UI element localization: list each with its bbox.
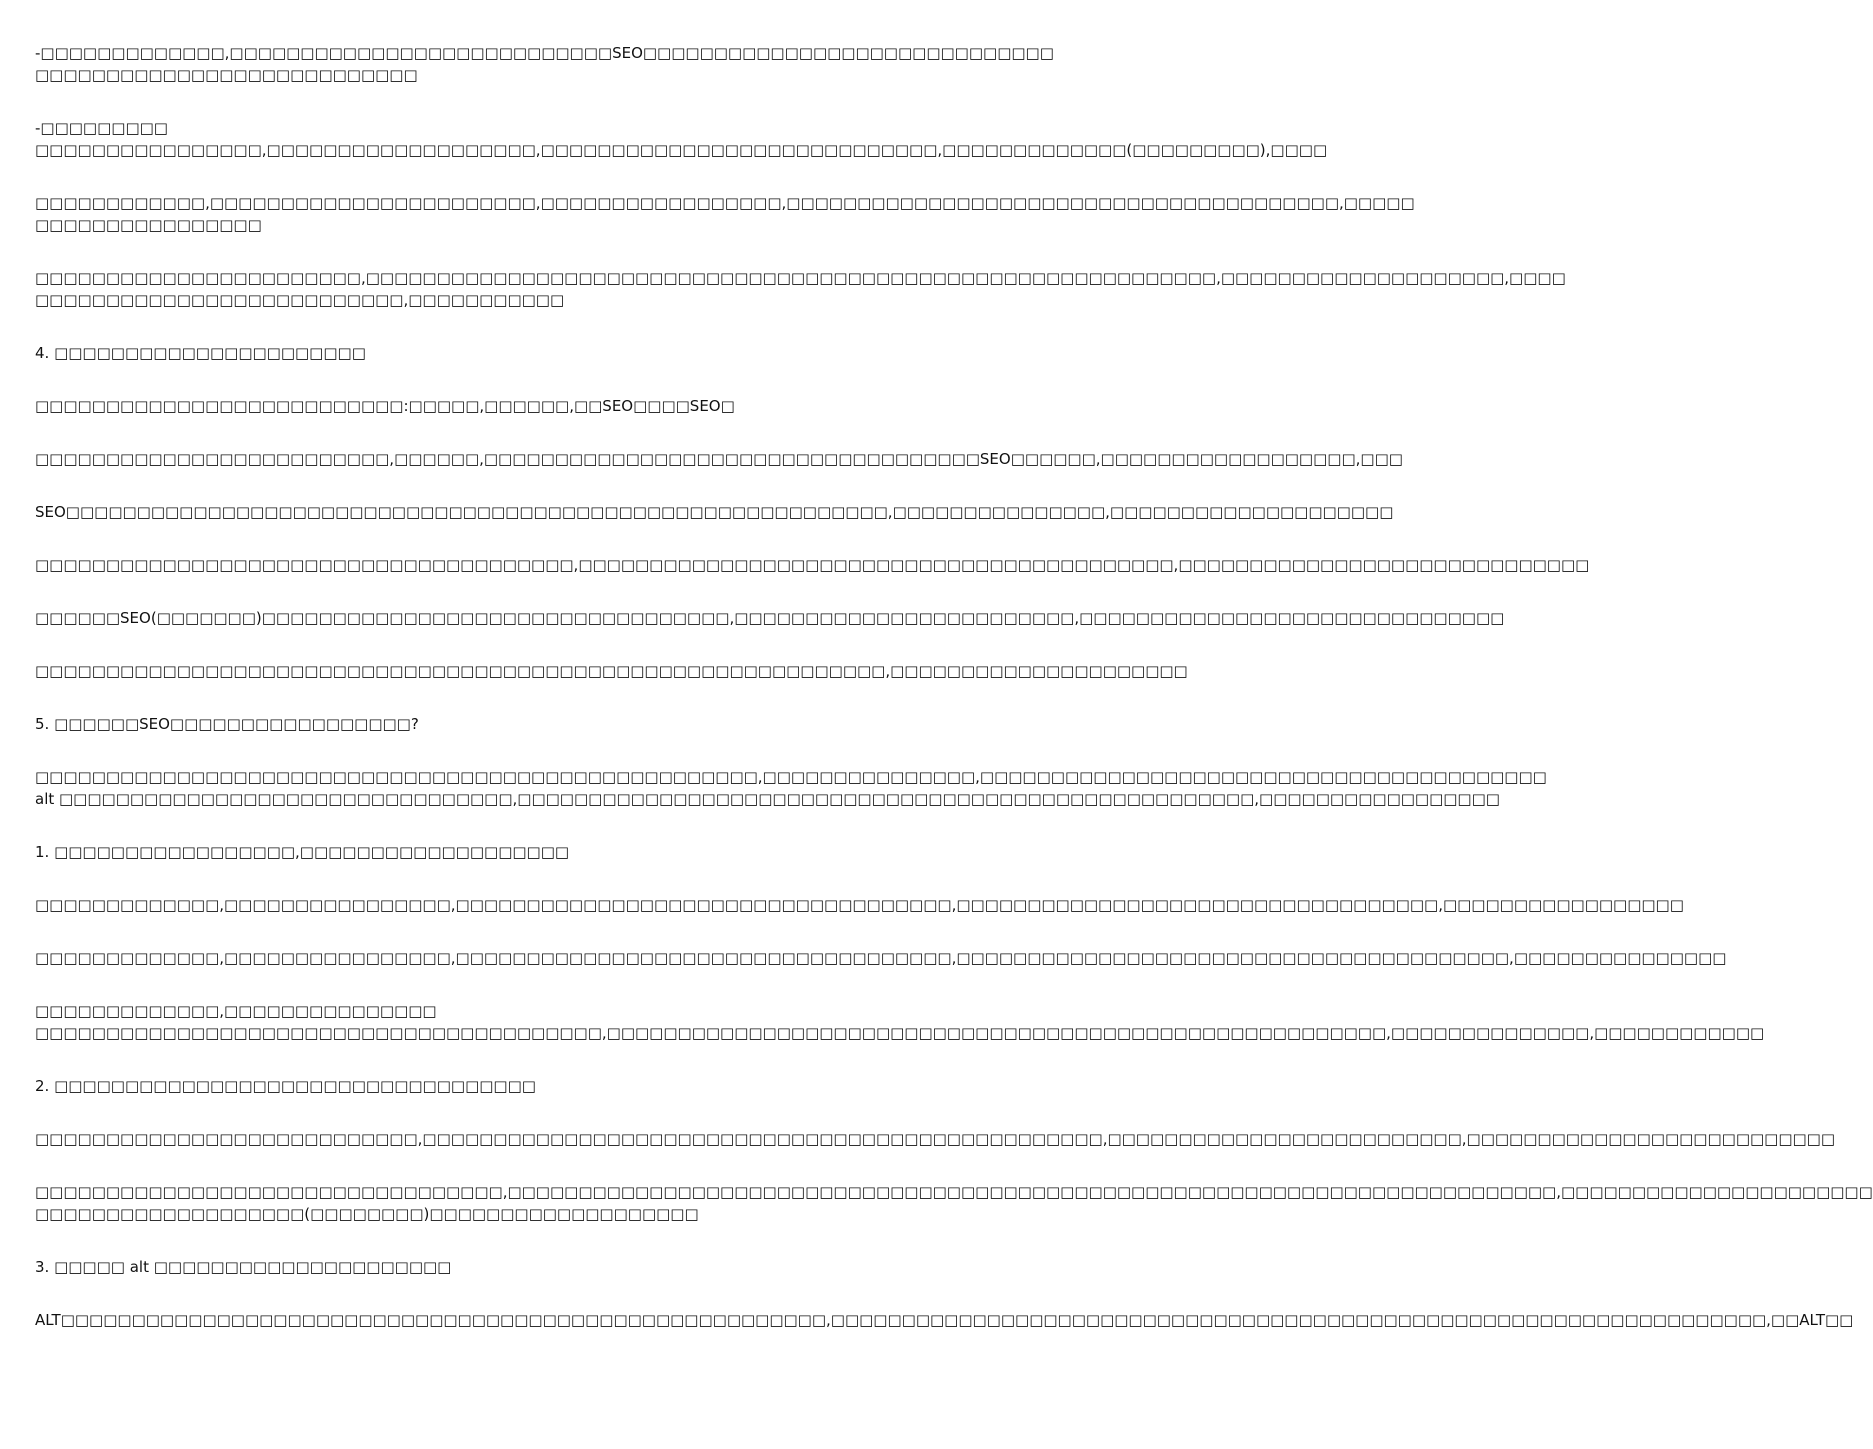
paragraph: [35, 554, 1590, 576]
text-line: □□□□□□□□□□□□□□□□□□□□□□□□□□,□□□□□□□□□□□: [35, 291, 565, 309]
paragraph: [35, 766, 1547, 810]
paragraph: [35, 841, 989, 863]
paragraph: [35, 607, 1505, 629]
text-line: 2. □□□□□□□□□□□□□□□□□□□□□□□□□□□□□□□□□□: [35, 1077, 536, 1095]
text-line: SEO□□□□□□□□□□□□□□□□□□□□□□□□□□□□□□□□□□□□□□□□□□□□□□□□□□□□□□□□□□,□□□□□□□□□□□□□□□,□□□□□□□□□□□□□□□□□□□□: [35, 503, 1394, 521]
paragraph: [35, 342, 989, 364]
text-line: □□□□□□SEO(□□□□□□□)□□□□□□□□□□□□□□□□□□□□□□□□□□□□□□□□□,□□□□□□□□□□□□□□□□□□□□□□□□,□□□□□□□□□□□□□□□□□□□□□□□□□□□□□□: [35, 609, 1505, 627]
text-line: □□□□□□□□□□□□□,□□□□□□□□□□□□□□□□,□□□□□□□□□□□□□□□□□□□□□□□□□□□□□□□□□□□,□□□□□□□□□□□□□□□□□□□□□□□□□□□□□□□□□□□□□□□,□□□□□□□□□□□□□□□: [35, 949, 1727, 967]
paragraph: [35, 117, 1328, 161]
text-line: □□□□□□□□□□□□,□□□□□□□□□□□□□□□□□□□□□□□,□□□□□□□□□□□□□□□□□,□□□□□□□□□□□□□□□□□□□□□□□□□□□□□□□□□□□□□□□,□□□□□: [35, 194, 1415, 212]
paragraph: [35, 1000, 1765, 1044]
paragraph: [35, 660, 1188, 682]
text-line: □□□□□□□□□□□□□□□□□□□□□□□□□□□□□□□□□□□□□□□□□□□□□□□□□□□□□□□□□□□□,□□□□□□□□□□□□□□□□□□□□□: [35, 662, 1188, 680]
text-line: □□□□□□□□□□□□□□□□□□□□□□□□□,□□□□□□,□□□□□□□□□□□□□□□□□□□□□□□□□□□□□□□□□□□SEO□□□□□□,□□□□□□□□□□□□□□□□□□,□□□: [35, 450, 1403, 468]
text-line: 1. □□□□□□□□□□□□□□□□□,□□□□□□□□□□□□□□□□□□□: [35, 843, 570, 861]
text-line: □□□□□□□□□□□□□□□□□□□□□□□□□□□: [35, 66, 418, 84]
text-line: □□□□□□□□□□□□□□□□□□□□□□□□□□:□□□□□,□□□□□□,□□SEO□□□□SEO□: [35, 397, 735, 415]
paragraph: [35, 192, 1415, 236]
paragraph: [35, 1256, 989, 1278]
text-line: □□□□□□□□□□□□□□□□: [35, 216, 262, 234]
text-line: □□□□□□□□□□□□□□□□□□□(□□□□□□□□)□□□□□□□□□□□□□□□□□□□: [35, 1205, 699, 1223]
text-line: □□□□□□□□□□□□□□□□□□□□□□□□□□□□□□□□□□□□□□,□□□□□□□□□□□□□□□□□□□□□□□□□□□□□□□□□□□□□□□□□□,□□□□□□□□□□□□□□□□□□□□□□□□□□□□□: [35, 556, 1590, 574]
paragraph: [35, 1128, 1836, 1150]
paragraph: [35, 42, 1054, 86]
paragraph: [35, 1181, 1873, 1225]
text-line: 5. □□□□□□SEO□□□□□□□□□□□□□□□□□?: [35, 715, 419, 733]
paragraph: [35, 501, 1394, 523]
text-line: 4. □□□□□□□□□□□□□□□□□□□□□□: [35, 344, 366, 362]
paragraph: [35, 1075, 989, 1097]
paragraph: [35, 947, 1727, 969]
document-body: [35, 42, 1873, 1362]
text-line: □□□□□□□□□□□□□□□□□□□□□□□□□□□□□□□□□,□□□□□□□□□□□□□□□□□□□□□□□□□□□□□□□□□□□□□□□□□□□□□□□□□□□□□□□□□□□□□□□□□□□□□□□□□□,□□□□□□□□□□□□□□□□□□□□□□: [35, 1183, 1873, 1201]
paragraph: [35, 713, 989, 735]
text-line: 3. □□□□□ alt □□□□□□□□□□□□□□□□□□□□□: [35, 1258, 452, 1276]
text-line: alt □□□□□□□□□□□□□□□□□□□□□□□□□□□□□□□□,□□□□□□□□□□□□□□□□□□□□□□□□□□□□□□□□□□□□□□□□□□□□□□□□□□□□,□□□□□□□□□□□□□□□□□: [35, 790, 1500, 808]
text-line: □□□□□□□□□□□□□□□□□□□□□□□□□□□,□□□□□□□□□□□□□□□□□□□□□□□□□□□□□□□□□□□□□□□□□□□□□□□□,□□□□□□□□□□□□□□□□□□□□□□□□□,□□□□□□□□□□□□□□□□□□□□□□□□□□: [35, 1130, 1836, 1148]
text-line: □□□□□□□□□□□□□,□□□□□□□□□□□□□□□: [35, 1002, 437, 1020]
paragraph: [35, 395, 989, 417]
text-line: □□□□□□□□□□□□□□□□□□□□□□□□□□□□□□□□□□□□□□□□,□□□□□□□□□□□□□□□□□□□□□□□□□□□□□□□□□□□□□□□□□□□□□□□□□□□□□□□,□□□□□□□□□□□□□□,□□□□□□□□□□□□: [35, 1024, 1765, 1042]
text-line: -□□□□□□□□□: [35, 119, 168, 137]
paragraph: [35, 448, 1403, 470]
text-line: □□□□□□□□□□□□□□□□□□□□□□□,□□□□□□□□□□□□□□□□□□□□□□□□□□□□□□□□□□□□□□□□□□□□□□□□□□□□□□□□□□□□,□□□□□□□□□□□□□□□□□□□□,□□□□: [35, 269, 1566, 287]
text-line: □□□□□□□□□□□□□□□□□□□□□□□□□□□□□□□□□□□□□□□□□□□□□□□□□□□,□□□□□□□□□□□□□□□,□□□□□□□□□□□□□□□□□□□□□□□□□□□□□□□□□□□□□□□□: [35, 768, 1547, 786]
paragraph: [35, 1309, 1854, 1331]
paragraph: [35, 894, 1684, 916]
paragraph: [35, 267, 1566, 311]
text-line: ALT□□□□□□□□□□□□□□□□□□□□□□□□□□□□□□□□□□□□□□□□□□□□□□□□□□□□□□,□□□□□□□□□□□□□□□□□□□□□□□□□□□□□□□□□□□□□□□□□□□□□□□□□□□□□□□□□□□□□□□□□□,□□ALT□□: [35, 1311, 1854, 1329]
text-line: -□□□□□□□□□□□□□,□□□□□□□□□□□□□□□□□□□□□□□□□□□SEO□□□□□□□□□□□□□□□□□□□□□□□□□□□□□: [35, 44, 1054, 62]
text-line: □□□□□□□□□□□□□□□□,□□□□□□□□□□□□□□□□□□□,□□□□□□□□□□□□□□□□□□□□□□□□□□□□,□□□□□□□□□□□□□(□□□□□□□□□),□□□□: [35, 141, 1328, 159]
text-line: □□□□□□□□□□□□□,□□□□□□□□□□□□□□□□,□□□□□□□□□□□□□□□□□□□□□□□□□□□□□□□□□□□,□□□□□□□□□□□□□□□□□□□□□□□□□□□□□□□□□□,□□□□□□□□□□□□□□□□□: [35, 896, 1684, 914]
